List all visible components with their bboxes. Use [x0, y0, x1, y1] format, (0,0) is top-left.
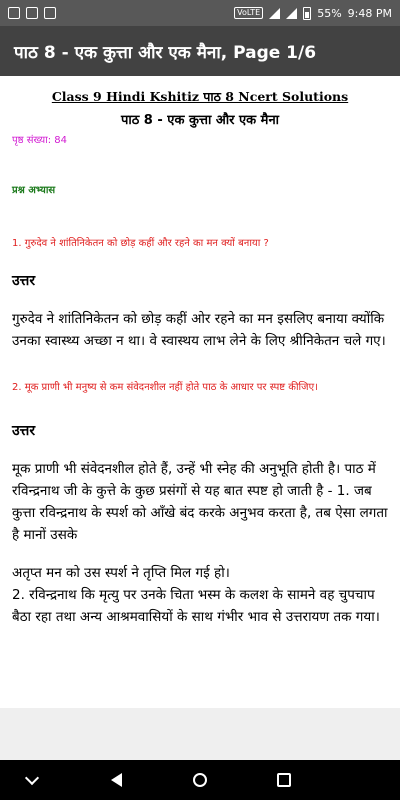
back-icon — [111, 773, 122, 787]
page-bottom-band — [0, 708, 400, 760]
volte-badge: VoLTE — [234, 7, 263, 19]
question-1: 1. गुरुदेव ने शांतिनिकेतन को छोड़ कहीं और रहने का मन क्यों बनाया ? — [12, 238, 269, 249]
wifi-off-icon — [286, 8, 297, 19]
download-icon — [44, 7, 56, 19]
answer-heading-1: उत्तर — [12, 273, 36, 289]
nav-spacer — [358, 770, 378, 790]
document-subtitle: पाठ 8 - एक कुत्ता और एक मैना — [120, 113, 280, 128]
battery-percent: 55% — [317, 6, 342, 20]
notification-icon — [8, 7, 20, 19]
home-icon — [193, 773, 207, 787]
question-2: 2. मूक प्राणी भी मनुष्य से कम संवेदनशील नहीं होते पाठ के आधार पर स्पष्ट कीजिए। — [12, 382, 318, 393]
back-button[interactable] — [106, 770, 126, 790]
recent-apps-button[interactable] — [274, 770, 294, 790]
app-bar-title: पाठ 8 - एक कुत्ता और एक मैना, Page 1/6 — [14, 42, 317, 63]
hide-nav-button[interactable] — [22, 770, 42, 790]
document-view[interactable] — [0, 76, 400, 708]
page-number: पृष्ठ संख्या: 84 — [12, 135, 68, 146]
answer-1: गुरुदेव ने शांतिनिकेतन को छोड़ कहीं ओर रहने का मन इसलिए बनाया क्योंकि उनका स्वास्थ्य अच्छा न था। वे स्वास्थय लाभ लेने के लिए श्रीनिकेतन चले गए। — [12, 311, 386, 349]
recent-apps-icon — [277, 773, 291, 787]
clock: 9:48 PM — [347, 6, 392, 20]
app-bar — [0, 26, 400, 76]
signal-icon — [269, 8, 280, 19]
navigation-bar — [0, 760, 400, 800]
answer-2-part-1: मूक प्राणी भी संवेदनशील होते हैं, उन्हें भी स्नेह की अनुभूति होती है। पाठ में रविन्द्रनाथ जी के कुत्ते के कुछ प्रसंगों से यह बात स्पष्ट हो जाती है - 1. जब कुत्ता रविन्द्रनाथ के स्पर्श को आँखे बंद करके अनुभव करता है, तब ऐसा लगता है मानों उसके — [12, 461, 388, 543]
answer-2-part-3: 2. रविन्द्रनाथ कि मृत्यु पर उनके चिता भस्म के कलश के सामने वह चुपचाप बैठा रहा तथा अन्य आश्रमवासियों के साथ गंभीर भाव से उत्तरायण तक गया। — [12, 587, 380, 625]
document-title: Class 9 Hindi Kshitiz पाठ 8 Ncert Solutions — [51, 89, 349, 104]
section-heading: प्रश्न अभ्यास — [12, 185, 56, 196]
battery-icon — [303, 7, 311, 20]
hide-nav-icon — [25, 770, 39, 784]
answer-heading-2: उत्तर — [12, 423, 36, 439]
answer-2-part-2: अतृप्त मन को उस स्पर्श ने तृप्ति मिल गई हो। — [12, 565, 230, 581]
image-icon — [26, 7, 38, 19]
status-bar — [0, 0, 400, 26]
status-left — [8, 7, 56, 19]
status-right — [234, 7, 392, 20]
home-button[interactable] — [190, 770, 210, 790]
